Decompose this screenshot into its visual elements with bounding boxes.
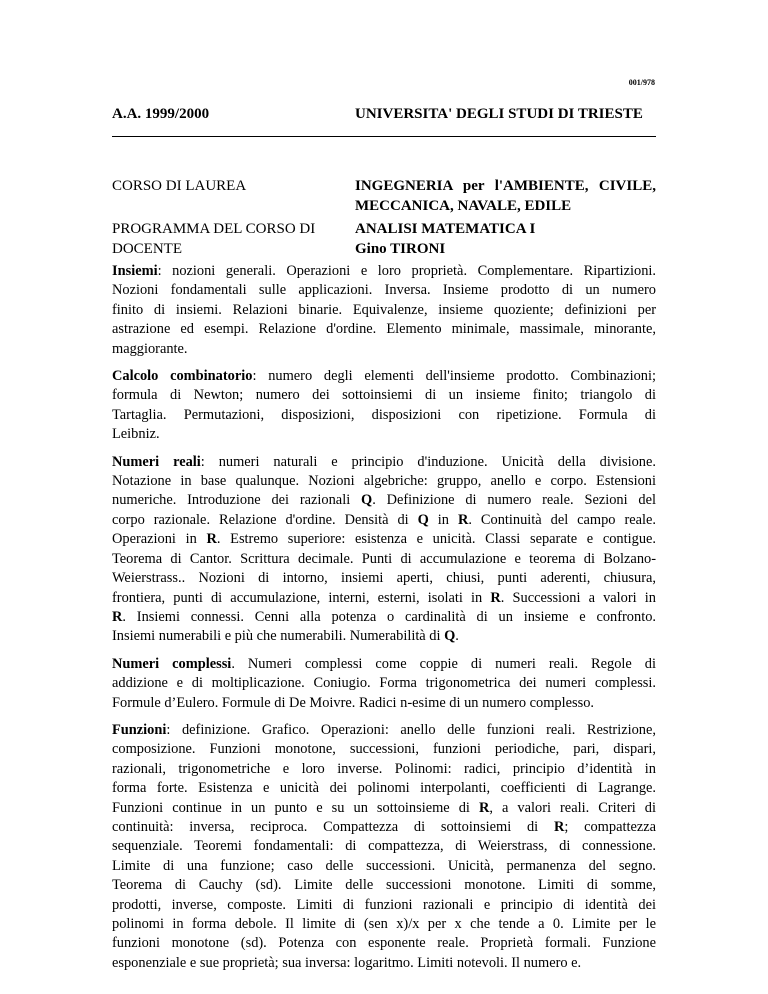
text-segment: . Continuità del campo reale.	[468, 511, 657, 528]
course-value	[355, 176, 656, 216]
section-line	[112, 511, 656, 530]
section-line	[112, 799, 656, 818]
bold-symbol: R	[112, 608, 123, 625]
bold-symbol: Q	[361, 492, 373, 509]
section-line	[112, 818, 656, 837]
section-line	[112, 472, 656, 491]
bold-symbol: R	[478, 799, 490, 816]
section-line	[112, 655, 656, 674]
section-line	[112, 915, 656, 934]
section-line	[112, 954, 656, 973]
text-segment: , a valori reali. Criteri di	[489, 799, 657, 816]
section-line	[112, 760, 656, 779]
syllabus-section	[112, 721, 656, 973]
text-segment: .	[455, 628, 459, 645]
text-segment: addizione e di moltiplicazione. Coniugio. Forma trigonometrica dei numeri complessi.	[112, 675, 656, 692]
text-segment: Limite di una funzione; caso delle successioni. Unicità, permanenza del segno.	[112, 857, 656, 874]
section-line	[112, 425, 656, 444]
text-segment: maggiorante.	[112, 340, 188, 357]
section-title: Funzioni	[112, 721, 167, 738]
bold-symbol: Q	[444, 628, 456, 645]
course-value-line: INGEGNERIA per l'AMBIENTE, CIVILE,	[355, 178, 656, 194]
text-segment: Teorema di Cantor. Scrittura decimale. Punti di accumulazione e teorema di Bolzano-	[112, 550, 656, 567]
document-code: 001/978	[628, 78, 655, 87]
section-line	[112, 340, 656, 359]
section-line	[112, 262, 656, 281]
text-segment: . Numeri complessi come coppie di numeri reali. Regole di	[231, 655, 656, 672]
text-segment: : numeri naturali e principio d'induzione. Unicità della divisione.	[200, 453, 656, 470]
teacher-name: Gino TIRONI	[355, 241, 446, 257]
text-segment: : numero degli elementi dell'insieme prodotto. Combinazioni;	[252, 368, 656, 385]
section-line	[112, 550, 656, 569]
text-segment: Weierstrass.. Nozioni di intorno, insiemi aperti, chiusi, punti aderenti, chiusura,	[112, 570, 656, 587]
section-line	[112, 857, 656, 876]
section-line	[112, 320, 656, 339]
subject-name: ANALISI MATEMATICA I	[355, 221, 536, 237]
bold-symbol: R	[206, 531, 217, 548]
program-label	[112, 219, 337, 259]
text-segment: numeriche. Introduzione dei razionali	[112, 492, 361, 509]
bold-symbol: R	[457, 511, 469, 528]
text-segment: composizione. Funzioni monotone, successioni, funzioni periodiche, pari, dispari,	[112, 741, 656, 758]
text-segment: funzioni monotone (sd). Potenza con esponente reale. Proprietà formali. Funzione	[112, 935, 656, 952]
text-segment: . Successioni a valori in	[500, 589, 656, 606]
section-line	[112, 406, 656, 425]
university-name: UNIVERSITA' DEGLI STUDI DI TRIESTE	[355, 106, 643, 122]
bold-symbol: R	[553, 818, 565, 835]
syllabus-section	[112, 453, 656, 647]
section-title: Numeri complessi	[112, 655, 232, 672]
course-value-line: MECCANICA, NAVALE, EDILE	[355, 198, 572, 214]
section-line	[112, 608, 656, 627]
section-title: Calcolo combinatorio	[112, 368, 253, 385]
syllabus-section	[112, 655, 656, 713]
syllabus-section	[112, 262, 656, 359]
section-line	[112, 301, 656, 320]
text-segment: Formule d’Eulero. Formule di De Moivre. Radici n-esime di un numero complesso.	[112, 694, 594, 711]
text-segment: sequenziale. Teoremi fondamentali: di compattezza, di Weierstrass, di connessione.	[112, 838, 656, 855]
section-line	[112, 740, 656, 759]
text-segment: frontiera, punti di accumulazione, interni, esterni, isolati in	[112, 589, 491, 606]
section-line	[112, 627, 656, 646]
syllabus-body	[112, 262, 656, 981]
program-label-line: DOCENTE	[112, 241, 182, 257]
section-line	[112, 367, 656, 386]
text-segment: finito di insiemi. Relazioni binarie. Equivalenze, insieme quoziente; definizioni per	[112, 301, 656, 318]
text-segment: Notazione in base qualunque. Nozioni algebriche: gruppo, anello e corpo. Estensioni	[112, 473, 656, 490]
text-segment: razionali, trigonometriche e loro inverse. Polinomi: radici, principio d’identità in	[112, 760, 656, 777]
text-segment: Teorema di Cauchy (sd). Limite delle successioni monotone. Limiti di somme,	[112, 877, 656, 894]
text-segment: prodotti, inverse, composte. Limiti di funzioni razionali e principio di identità dei	[112, 896, 656, 913]
program-label-line: PROGRAMMA DEL CORSO DI	[112, 221, 316, 237]
text-segment: . Insiemi connessi. Cenni alla potenza o cardinalità di un insieme e confronto.	[122, 608, 656, 625]
section-line	[112, 896, 656, 915]
course-label: CORSO DI LAUREA	[112, 178, 247, 194]
section-line	[112, 569, 656, 588]
text-segment: forma forte. Esistenza e unicità dei polinomi interpolanti, coefficienti di Lagrange.	[112, 780, 656, 797]
section-line	[112, 779, 656, 798]
section-title: Insiemi	[112, 263, 158, 279]
section-line	[112, 589, 656, 608]
section-line	[112, 674, 656, 693]
academic-year: A.A. 1999/2000	[112, 106, 210, 122]
header-divider	[112, 136, 656, 137]
text-segment: continuità: inversa, reciproca. Compattezza di sottoinsiemi di	[112, 818, 554, 835]
text-segment: astrazione ed esempi. Relazione d'ordine. Elemento minimale, massimale, minorante,	[112, 321, 656, 338]
section-line	[112, 491, 656, 510]
section-line	[112, 453, 656, 472]
text-segment: Tartaglia. Permutazioni, disposizioni, disposizioni con ripetizione. Formula di	[112, 406, 656, 423]
section-line	[112, 694, 656, 713]
section-line	[112, 721, 656, 740]
text-segment: . Estremo superiore: esistenza e unicità. Classi separate e contigue.	[216, 531, 656, 548]
text-segment: : nozioni generali. Operazioni e loro proprietà. Complementare. Ripartizioni.	[157, 263, 656, 279]
text-segment: Nozioni fondamentali sulle applicazioni. Inversa. Insieme prodotto di un numero	[112, 282, 656, 299]
bold-symbol: Q	[417, 511, 429, 528]
section-line	[112, 876, 656, 895]
syllabus-section	[112, 367, 656, 445]
text-segment: ; compattezza	[564, 818, 656, 835]
text-segment: formula di Newton; numero dei sottoinsiemi di un insieme finito; triangolo di	[112, 387, 656, 404]
text-segment: : definizione. Grafico. Operazioni: anello delle funzioni reali. Restrizione,	[166, 721, 656, 738]
section-line	[112, 934, 656, 953]
text-segment: Operazioni in	[112, 531, 207, 548]
text-segment: in	[428, 511, 458, 528]
section-line	[112, 837, 656, 856]
text-segment: Funzioni continue in un punto e su un sottoinsieme di	[112, 799, 479, 816]
text-segment: . Definizione di numero reale. Sezioni del	[372, 492, 656, 509]
text-segment: corpo razionale. Relazione d'ordine. Densità di	[112, 511, 418, 528]
section-title: Numeri reali	[112, 453, 201, 470]
program-value	[355, 219, 656, 259]
text-segment: esponenziale e sue proprietà; sua inversa: logaritmo. Limiti notevoli. Il numero e.	[112, 954, 582, 971]
text-segment: Leibniz.	[112, 426, 160, 443]
section-line	[112, 281, 656, 300]
bold-symbol: R	[490, 589, 501, 606]
text-segment: polinomi in forma debole. Il limite di (sen x)/x per x che tende a 0. Limite per le	[112, 916, 656, 932]
text-segment: Insiemi numerabili e più che numerabili. Numerabilità di	[112, 628, 445, 645]
section-line	[112, 530, 656, 549]
section-line	[112, 386, 656, 405]
